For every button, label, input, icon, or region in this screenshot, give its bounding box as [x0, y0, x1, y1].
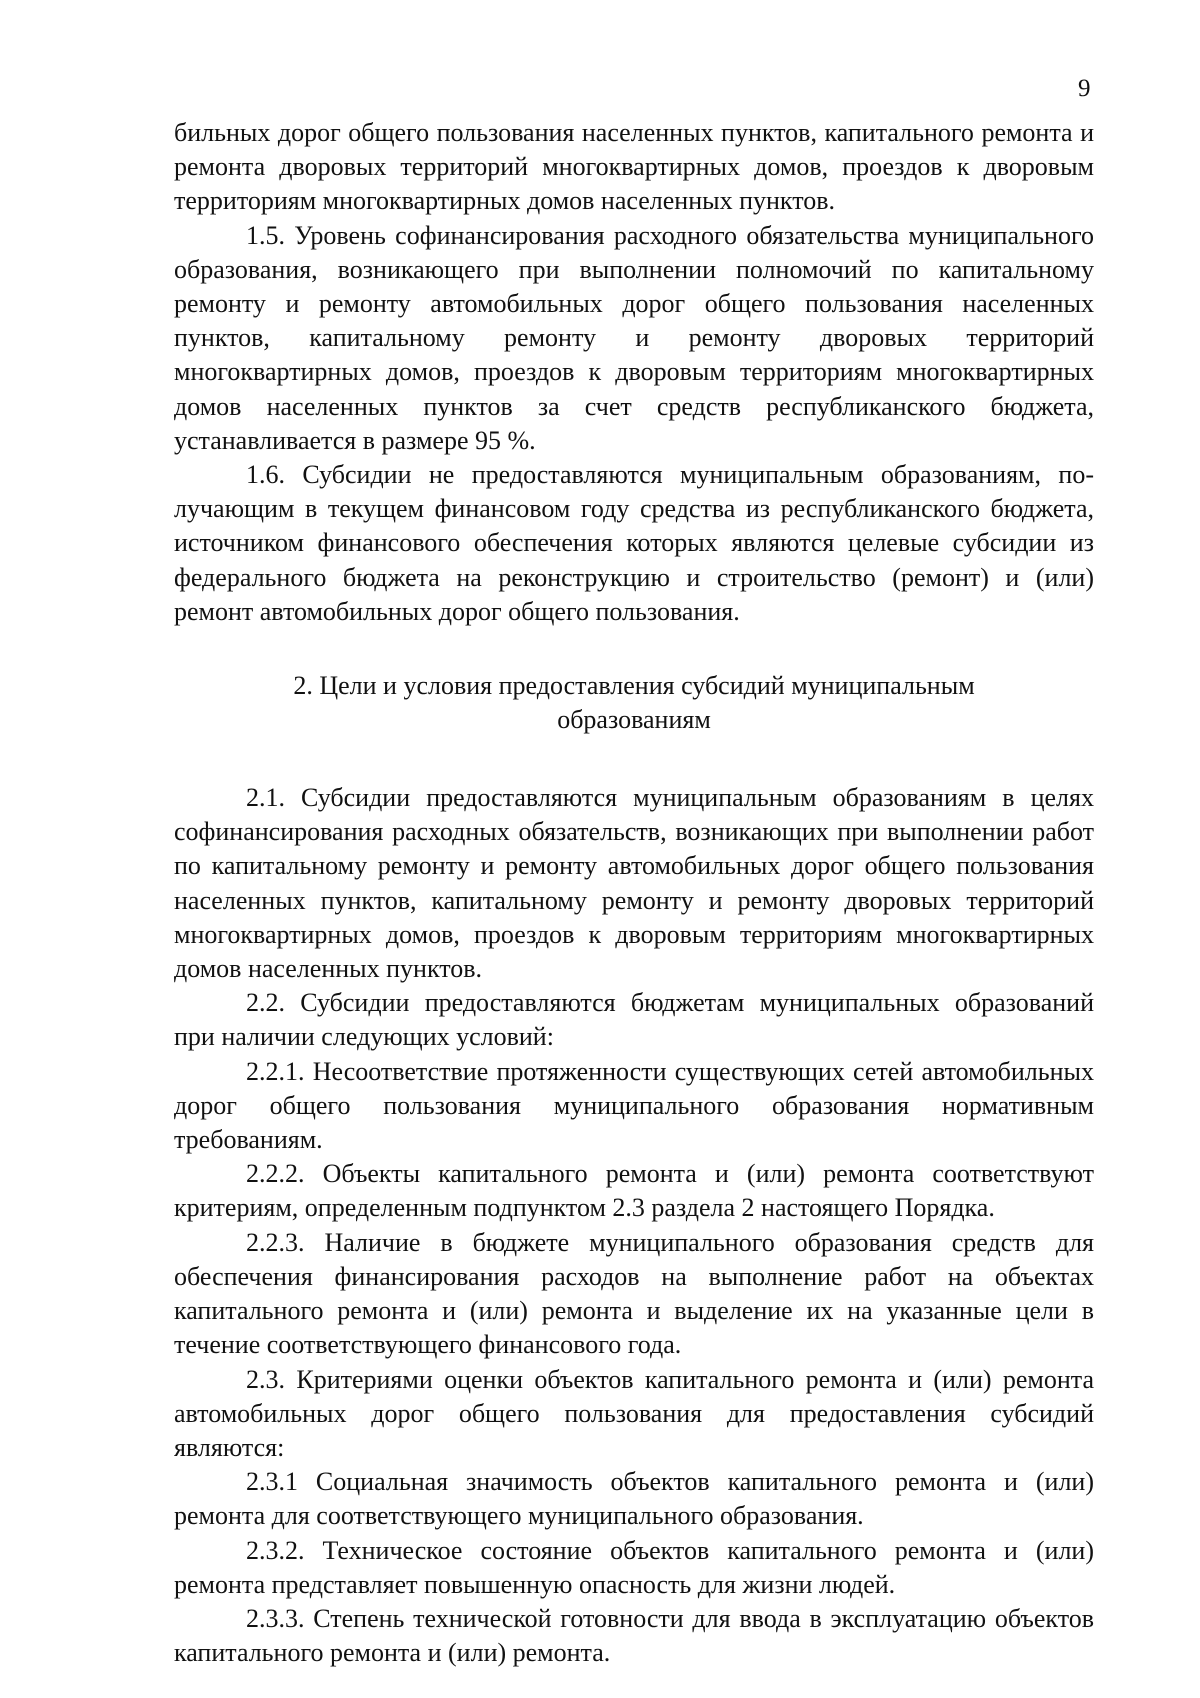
- paragraph-2-2: 2.2. Субсидии предоставляются бюджетам муниципальных образований при наличии следующих условий:: [174, 988, 1094, 1052]
- paragraph-2-2-1: 2.2.1. Несоответствие протяженности существующих сетей автомобильных дорог общего пользования муниципального образования нормативным требованиям.: [174, 1056, 1094, 1155]
- paragraph-2-3-3: 2.3.3. Степень технической готовности для ввода в эксплуатацию объектов капитального ремонта и (или) ремонта.: [174, 1603, 1094, 1668]
- paragraph-2-3-1: 2.3.1 Социальная значимость объектов капитального ремонта и (или) ремонта для соответствующего муниципального образования.: [174, 1467, 1094, 1531]
- paragraph-2-2-3: 2.2.3. Наличие в бюджете муниципального образования средств для обеспечения финансирования расходов на выполнение работ на объектах капитального ремонта и (или) ремонта и выделение их на указанные цели в течение соответствующего финансового года.: [174, 1227, 1094, 1360]
- paragraph-2-2-2: 2.2.2. Объекты капитального ремонта и (или) ремонта соответствуют критериям, определенным подпунктом 2.3 раздела 2 настоящего Порядка.: [174, 1159, 1094, 1223]
- page-number: 9: [1078, 75, 1091, 102]
- paragraph-2-1: 2.1. Субсидии предоставляются муниципальным образованиям в целях софинансирования расходных обязательств, возникающих при выполнении работ по капитальному ремонту и ремонту автомобильных дорог общего пользования населенных пунктов, капитальному ремонту и ремонту дворовых территорий многоквартирных домов, проездов к дворовым территориям многоквартирных домов населенных пунктов.: [174, 783, 1094, 984]
- section-heading: [174, 669, 1094, 737]
- paragraph-1-5: 1.5. Уровень софинансирования расходного обязательства муниципального образования, возникающего при выполнении полномочий по капитальному ремонту и ремонту автомобильных дорог общего пользования населенных пунктов, капитальному ремонту и ремонту дворовых территорий многоквартирных домов, проездов к дворовым территориям многоквартирных домов населенных пунктов за счет средств республиканского бюджета, устанавливается в размере 95 %.: [174, 220, 1094, 455]
- paragraph-continuation: бильных дорог общего пользования населенных пунктов, капитального ремонта и ремонта дворовых территорий многоквартирных домов, проездов к дворовым территориям многоквартирных домов населенных пунктов.: [174, 118, 1094, 216]
- paragraph-1-6: 1.6. Субсидии не предоставляются муниципальным образованиям, получающим в текущем финансовом году средства из республиканского бюджета, источником финансового обеспечения которых являются целевые субсидии из федерального бюджета на реконструкцию и строительство (ремонт) и (или) ремонт автомобильных дорог общего пользования.: [174, 460, 1094, 626]
- document-body: [174, 116, 1094, 1670]
- section-heading-line-1: 2. Цели и условия предоставления субсидий муниципальным: [293, 671, 975, 701]
- paragraph-2-3: 2.3. Критериями оценки объектов капитального ремонта и (или) ремонта автомобильных дорог общего пользования для предоставления субсидий являются:: [174, 1364, 1094, 1462]
- paragraph-2-3-2: 2.3.2. Техническое состояние объектов капитального ремонта и (или) ремонта представляет повышенную опасность для жизни людей.: [174, 1535, 1094, 1599]
- section-heading-line-2: образованиям: [557, 705, 711, 735]
